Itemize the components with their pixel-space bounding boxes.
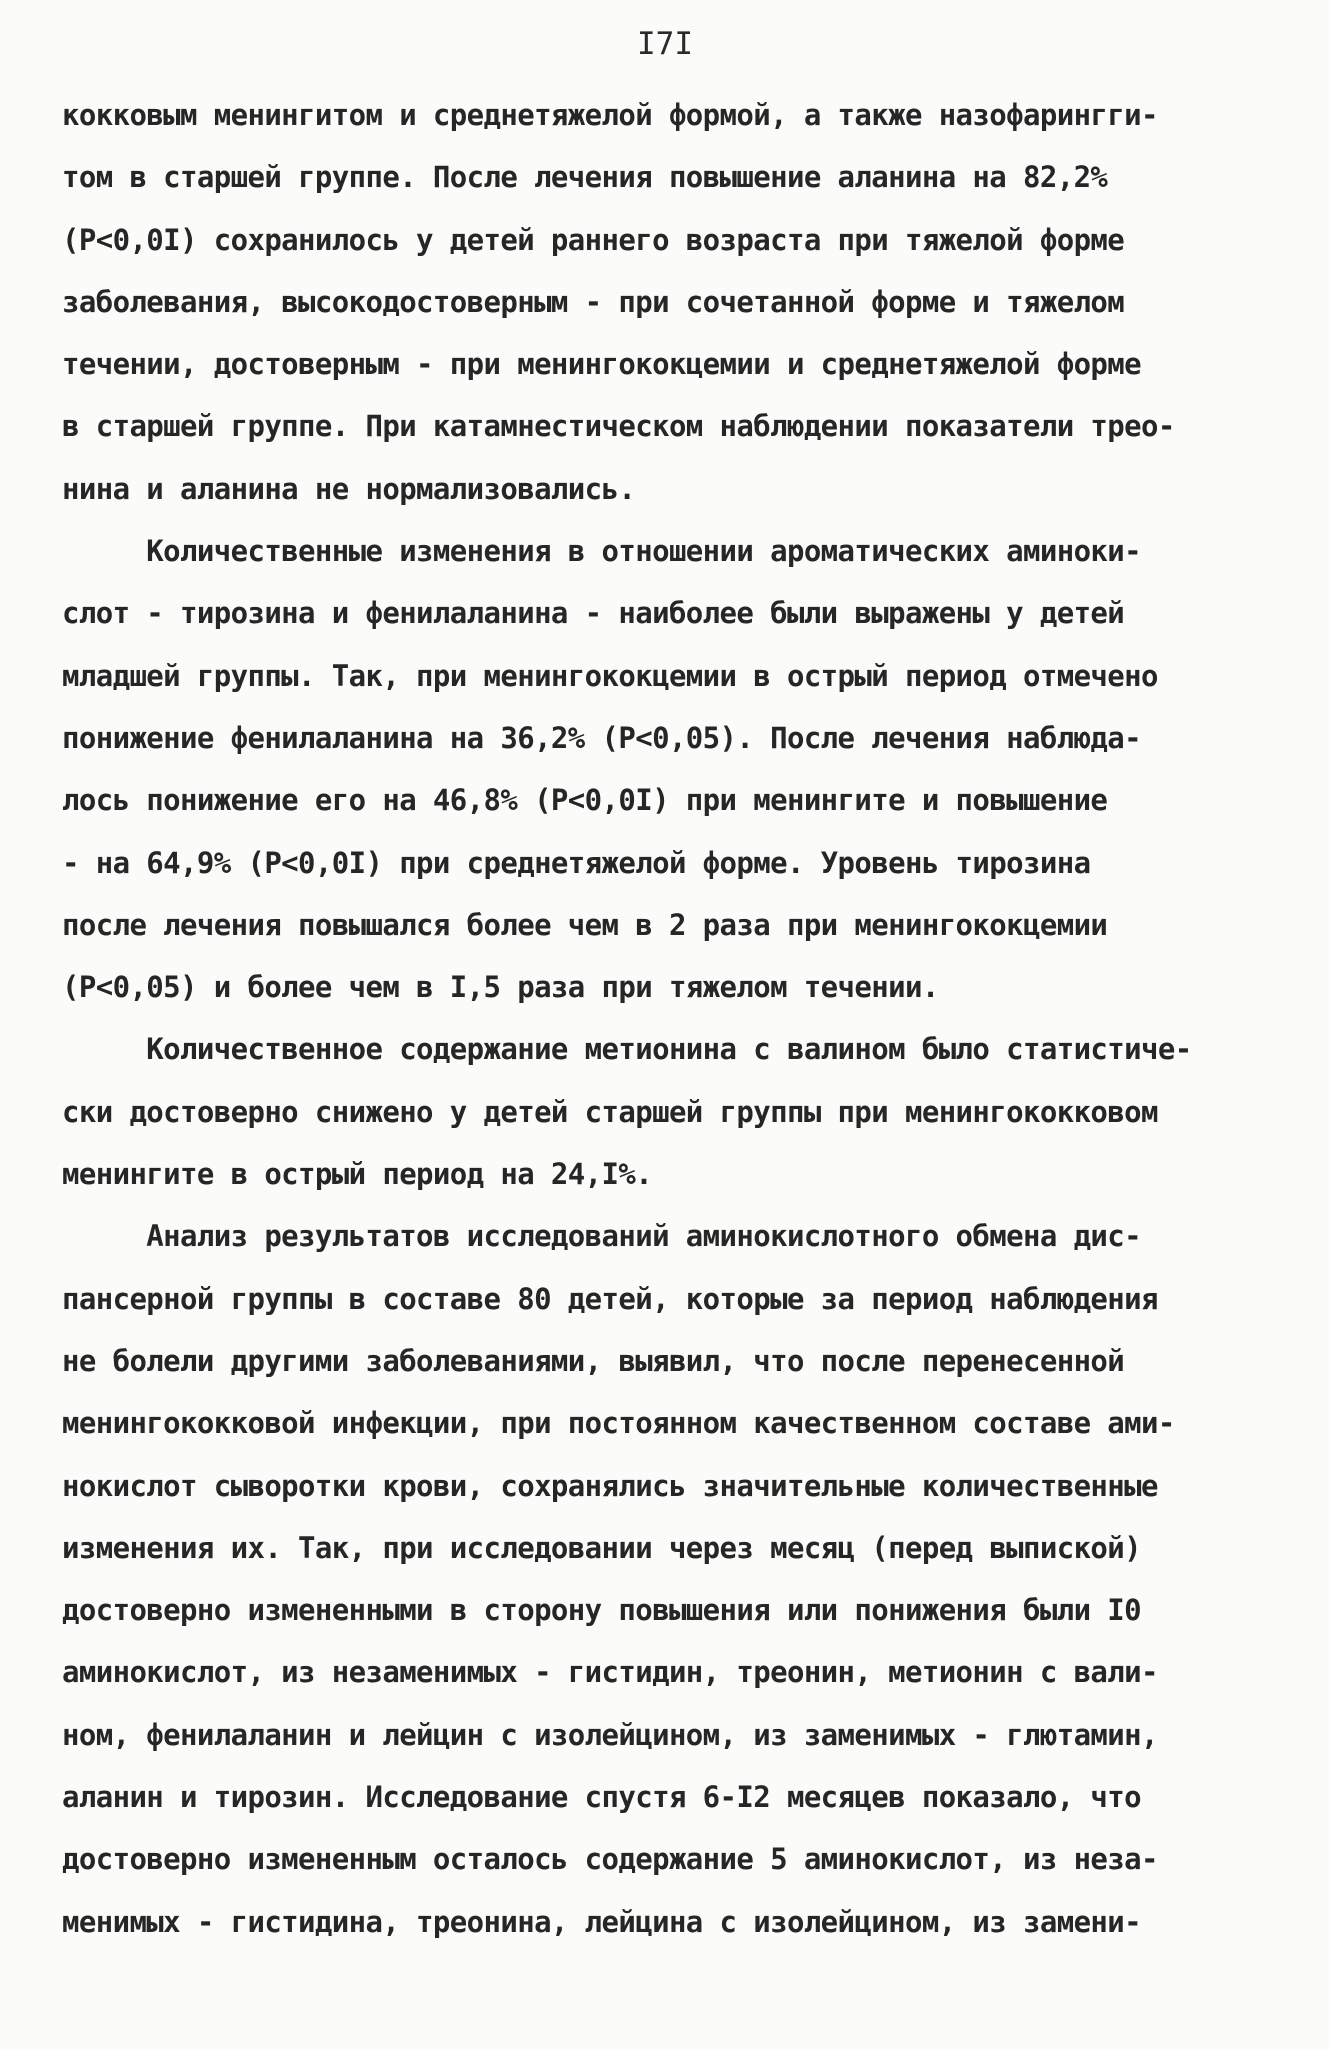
text-line: нина и аланина не нормализовались. [62, 471, 636, 506]
body-text [62, 84, 1272, 1953]
text-line: достоверно измененным осталось содержание 5 аминокислот, из неза- [62, 1842, 1158, 1877]
page-number: I7I [637, 26, 693, 62]
text-line: понижение фенилаланина на 36,2% (P<0,05). После лечения наблюда- [62, 720, 1142, 755]
text-line: Количественное содержание метионина с валином было статистиче- [62, 1032, 1192, 1067]
text-line: ном, фенилаланин и лейцин с изолейцином, из заменимых - глютамин, [62, 1717, 1158, 1752]
text-line: менингококковой инфекции, при постоянном качественном составе ами- [62, 1406, 1175, 1441]
text-line: слот - тирозина и фенилаланина - наиболее были выражены у детей [62, 596, 1125, 631]
text-line: ски достоверно снижено у детей старшей группы при менингококковом [62, 1094, 1158, 1129]
text-line: пансерной группы в составе 80 детей, которые за период наблюдения [62, 1281, 1158, 1316]
text-line: аминокислот, из незаменимых - гистидин, треонин, метионин с вали- [62, 1655, 1158, 1690]
text-line: том в старшей группе. После лечения повышение аланина на 82,2% [62, 160, 1108, 195]
text-line: заболевания, высокодостоверным - при сочетанной форме и тяжелом [62, 284, 1125, 319]
text-line: нокислот сыворотки крови, сохранялись значительные количественные [62, 1468, 1158, 1503]
text-line: менингите в острый период на 24,I%. [62, 1157, 653, 1192]
text-line: после лечения повышался более чем в 2 раза при менингококцемии [62, 907, 1108, 942]
text-line: лось понижение его на 46,8% (P<0,0I) при менингите и повышение [62, 783, 1108, 818]
text-line: Количественные изменения в отношении ароматических аминоки- [62, 534, 1142, 569]
text-line: достоверно измененными в сторону повышения или понижения были I0 [62, 1593, 1142, 1628]
text-line: течении, достоверным - при менингококцемии и среднетяжелой форме [62, 347, 1142, 382]
text-line: менимых - гистидина, треонина, лейцина с изолейцином, из замени- [62, 1904, 1142, 1939]
text-line: (P<0,0I) сохранилось у детей раннего возраста при тяжелой форме [62, 222, 1125, 257]
text-line: изменения их. Так, при исследовании через месяц (перед выпиской) [62, 1530, 1142, 1565]
text-line: (P<0,05) и более чем в I,5 раза при тяжелом течении. [62, 970, 939, 1005]
text-line: - на 64,9% (P<0,0I) при среднетяжелой форме. Уровень тирозина [62, 845, 1091, 880]
text-line: аланин и тирозин. Исследование спустя 6-I2 месяцев показало, что [62, 1780, 1142, 1815]
text-line: Анализ результатов исследований аминокислотного обмена дис- [62, 1219, 1142, 1254]
text-line: младшей группы. Так, при менингококцемии в острый период отмечено [62, 658, 1158, 693]
text-line: кокковым менингитом и среднетяжелой формой, а также назофарингги- [62, 98, 1158, 132]
text-line: не болели другими заболеваниями, выявил, что после перенесенной [62, 1343, 1125, 1378]
text-line: в старшей группе. При катамнестическом наблюдении показатели трео- [62, 409, 1175, 444]
